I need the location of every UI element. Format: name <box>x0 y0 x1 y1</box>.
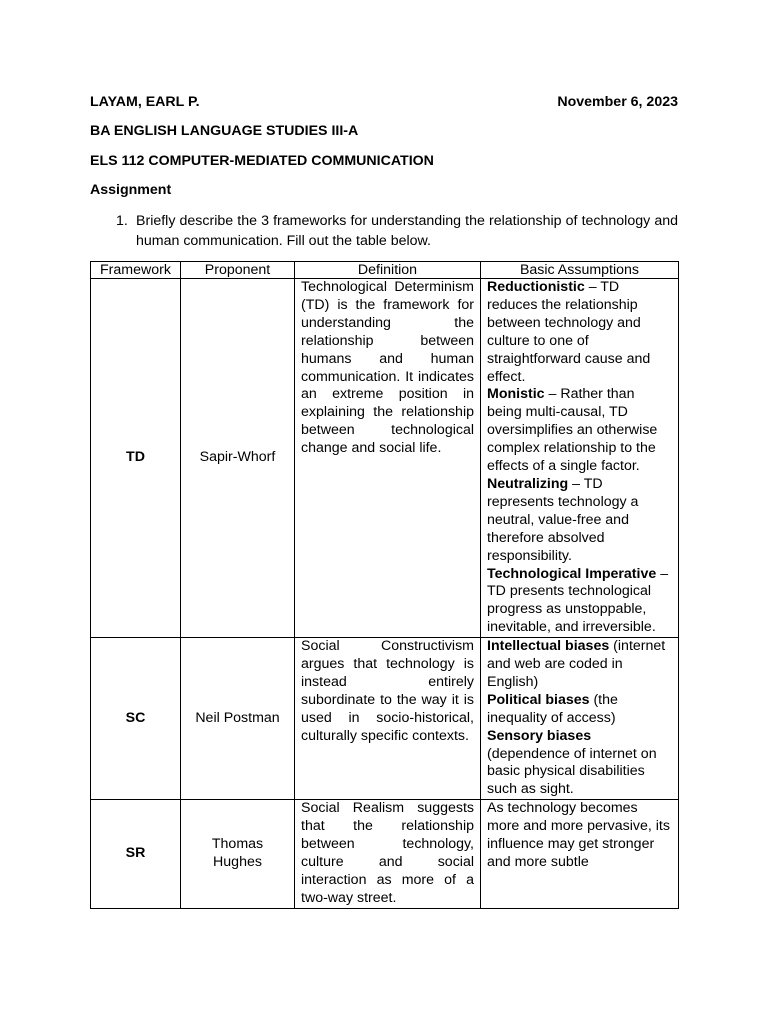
definition-cell: Social Realism suggests that the relationship between technology, culture and social interaction as more of a two-way street. <box>295 800 481 908</box>
assumption-item <box>487 279 672 386</box>
assumption-text: – TD reduces the relationship between technology and culture to one of straightforward cause and effect. <box>487 279 651 385</box>
assumption-term: Intellectual biases <box>487 638 610 655</box>
header-framework: Framework <box>91 262 181 279</box>
assumption-term: Technological Imperative <box>487 565 657 582</box>
definition-cell: Technological Determinism (TD) is the framework for understanding the relationship between humans and human communication. It indicates an extreme position in explaining the relationship between technological change and social life. <box>295 279 481 638</box>
course-line: ELS 112 COMPUTER-MEDIATED COMMUNICATION <box>90 153 434 169</box>
assumption-item <box>487 728 672 800</box>
assumption-text: – TD represents technology a neutral, value-free and therefore absolved responsibility. <box>487 475 639 564</box>
question-number: 1. <box>116 213 128 229</box>
assumption-term: Reductionistic <box>487 279 585 295</box>
question-item <box>90 211 678 251</box>
assumption-text: – TD presents technological progress as unstoppable, inevitable, and irreversible. <box>487 565 669 636</box>
table-row <box>91 279 679 638</box>
assumption-term: Political biases <box>487 691 590 708</box>
assumptions-cell <box>481 800 679 908</box>
assumption-item <box>487 386 672 476</box>
assumptions-cell <box>481 279 679 638</box>
section-title: Assignment <box>90 182 172 198</box>
assumption-item <box>487 692 672 728</box>
assumption-text: (dependence of internet on basic physical disabilities such as sight. <box>487 745 657 798</box>
table-header-row <box>91 262 679 279</box>
assumption-text: (the inequality of access) <box>487 691 618 726</box>
submission-date: November 6, 2023 <box>557 94 678 110</box>
assumption-text: – Rather than being multi-causal, TD oversimplifies an otherwise complex relationship to the effects of a single factor. <box>487 386 658 475</box>
assumption-text: As technology becomes more and more pervasive, its influence may get stronger and more subtle <box>487 800 670 870</box>
proponent-cell: Neil Postman <box>181 638 295 800</box>
assumption-term: Sensory biases <box>487 727 592 744</box>
frameworks-table <box>90 261 679 909</box>
proponent-cell: Sapir-Whorf <box>181 279 295 638</box>
proponent-cell: Thomas Hughes <box>181 800 295 908</box>
assumption-item <box>487 800 672 872</box>
assumption-item <box>487 638 672 692</box>
student-name: LAYAM, EARL P. <box>90 94 200 110</box>
program-line: BA ENGLISH LANGUAGE STUDIES III-A <box>90 123 359 139</box>
assumption-term: Neutralizing <box>487 475 569 492</box>
table-row <box>91 800 679 908</box>
framework-cell: SR <box>91 800 181 908</box>
assumptions-cell <box>481 638 679 800</box>
assumption-text: (internet and web are coded in English) <box>487 638 666 690</box>
assumption-item <box>487 566 672 638</box>
assumption-item <box>487 476 672 566</box>
table-row <box>91 638 679 800</box>
header-definition: Definition <box>295 262 481 279</box>
question-text: Briefly describe the 3 frameworks for understanding the relationship of technology and human communication. Fill out the table below. <box>136 213 678 249</box>
framework-cell: SC <box>91 638 181 800</box>
framework-cell: TD <box>91 279 181 638</box>
definition-cell: Social Constructivism argues that technology is instead entirely subordinate to the way it is used in socio-historical, culturally specific contexts. <box>295 638 481 800</box>
assumption-term: Monistic <box>487 386 545 403</box>
header-assumptions: Basic Assumptions <box>481 262 679 279</box>
header-proponent: Proponent <box>181 262 295 279</box>
